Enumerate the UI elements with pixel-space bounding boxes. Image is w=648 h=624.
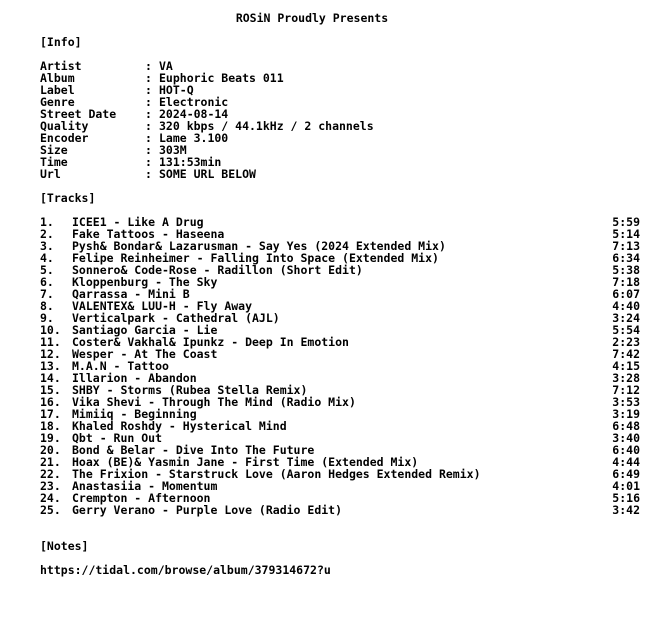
info-value: 2024-08-14 bbox=[159, 107, 229, 121]
info-separator: : bbox=[145, 107, 152, 121]
track-number: 15. bbox=[40, 383, 61, 397]
track-duration: 5:59 bbox=[612, 215, 640, 229]
track-number: 25. bbox=[40, 503, 61, 517]
track-row bbox=[40, 504, 640, 516]
track-title: Santiago Garcia - Lie bbox=[72, 323, 218, 337]
info-separator: : bbox=[145, 131, 152, 145]
info-value: 303M bbox=[159, 143, 187, 157]
info-value: HOT-Q bbox=[159, 83, 194, 97]
track-duration: 3:40 bbox=[612, 431, 640, 445]
track-duration: 4:15 bbox=[612, 359, 640, 373]
track-duration: 3:53 bbox=[612, 395, 640, 409]
info-separator: : bbox=[145, 83, 152, 97]
track-duration: 3:24 bbox=[612, 311, 640, 325]
info-value: Lame 3.100 bbox=[159, 131, 229, 145]
track-number: 18. bbox=[40, 419, 61, 433]
track-title: VALENTEX& LUU-H - Fly Away bbox=[72, 299, 253, 313]
info-row bbox=[40, 168, 600, 180]
info-key: Genre bbox=[40, 95, 75, 109]
track-title: Crempton - Afternoon bbox=[72, 491, 211, 505]
info-key: Encoder bbox=[40, 131, 89, 145]
track-duration: 2:23 bbox=[612, 335, 640, 349]
info-separator: : bbox=[145, 155, 152, 169]
track-duration: 6:49 bbox=[612, 467, 640, 481]
track-duration: 4:40 bbox=[612, 299, 640, 313]
track-number: 4. bbox=[40, 251, 54, 265]
track-duration: 6:40 bbox=[612, 443, 640, 457]
info-row bbox=[40, 72, 600, 84]
track-number: 8. bbox=[40, 299, 54, 313]
info-key: Url bbox=[40, 167, 61, 181]
notes-url[interactable]: https://tidal.com/browse/album/379314672?u bbox=[40, 563, 331, 577]
track-number: 20. bbox=[40, 443, 61, 457]
info-value: Electronic bbox=[159, 95, 229, 109]
track-title: Kloppenburg - The Sky bbox=[72, 275, 218, 289]
notes-heading: [Notes] bbox=[40, 539, 89, 553]
track-title: Vika Shevi - Through The Mind (Radio Mix) bbox=[72, 395, 356, 409]
info-separator: : bbox=[145, 59, 152, 73]
info-value: VA bbox=[159, 59, 173, 73]
track-number: 1. bbox=[40, 215, 54, 229]
info-row bbox=[40, 120, 600, 132]
track-duration: 5:54 bbox=[612, 323, 640, 337]
track-number: 3. bbox=[40, 239, 54, 253]
track-duration: 4:44 bbox=[612, 455, 640, 469]
track-title: Felipe Reinheimer - Falling Into Space (Extended Mix) bbox=[72, 251, 439, 265]
info-row bbox=[40, 84, 600, 96]
track-title: Qbt - Run Out bbox=[72, 431, 163, 445]
info-value: SOME URL BELOW bbox=[159, 167, 256, 181]
info-separator: : bbox=[145, 119, 152, 133]
track-duration: 7:13 bbox=[612, 239, 640, 253]
track-title: Anastasiia - Momentum bbox=[72, 479, 218, 493]
info-row bbox=[40, 144, 600, 156]
track-title: ICEE1 - Like A Drug bbox=[72, 215, 204, 229]
track-number: 24. bbox=[40, 491, 61, 505]
track-duration: 7:12 bbox=[612, 383, 640, 397]
track-title: The Frixion - Starstruck Love (Aaron Hedges Extended Remix) bbox=[72, 467, 481, 481]
track-number: 10. bbox=[40, 323, 61, 337]
track-title: Khaled Roshdy - Hysterical Mind bbox=[72, 419, 287, 433]
track-title: Qarrassa - Mini B bbox=[72, 287, 190, 301]
track-number: 17. bbox=[40, 407, 61, 421]
track-number: 23. bbox=[40, 479, 61, 493]
track-number: 9. bbox=[40, 311, 54, 325]
track-number: 13. bbox=[40, 359, 61, 373]
info-row bbox=[40, 156, 600, 168]
track-title: Mimiiq - Beginning bbox=[72, 407, 197, 421]
track-title: Wesper - At The Coast bbox=[72, 347, 218, 361]
track-number: 16. bbox=[40, 395, 61, 409]
track-number: 5. bbox=[40, 263, 54, 277]
track-title: Gerry Verano - Purple Love (Radio Edit) bbox=[72, 503, 343, 517]
track-title: Verticalpark - Cathedral (AJL) bbox=[72, 311, 280, 325]
info-separator: : bbox=[145, 143, 152, 157]
track-duration: 5:38 bbox=[612, 263, 640, 277]
info-row bbox=[40, 96, 600, 108]
track-title: Bond & Belar - Dive Into The Future bbox=[72, 443, 315, 457]
info-key: Size bbox=[40, 143, 68, 157]
track-number: 19. bbox=[40, 431, 61, 445]
track-duration: 5:14 bbox=[612, 227, 640, 241]
info-separator: : bbox=[145, 167, 152, 181]
info-key: Time bbox=[40, 155, 68, 169]
track-duration: 7:42 bbox=[612, 347, 640, 361]
track-duration: 7:18 bbox=[612, 275, 640, 289]
info-row bbox=[40, 60, 600, 72]
info-heading: [Info] bbox=[40, 35, 82, 49]
track-duration: 6:34 bbox=[612, 251, 640, 265]
info-key: Street Date bbox=[40, 107, 117, 121]
page-title: ROSiN Proudly Presents bbox=[235, 11, 389, 25]
info-value: 320 kbps / 44.1kHz / 2 channels bbox=[159, 119, 374, 133]
tracks-heading: [Tracks] bbox=[40, 191, 96, 205]
track-duration: 5:16 bbox=[612, 491, 640, 505]
track-number: 2. bbox=[40, 227, 54, 241]
info-value: 131:53min bbox=[159, 155, 222, 169]
track-title: Fake Tattoos - Haseena bbox=[72, 227, 225, 241]
info-separator: : bbox=[145, 95, 152, 109]
track-number: 12. bbox=[40, 347, 61, 361]
track-title: Illarion - Abandon bbox=[72, 371, 197, 385]
info-key: Artist bbox=[40, 59, 82, 73]
track-number: 14. bbox=[40, 371, 61, 385]
track-title: M.A.N - Tattoo bbox=[72, 359, 169, 373]
track-duration: 6:07 bbox=[612, 287, 640, 301]
track-title: Pysh& Bondar& Lazarusman - Say Yes (2024 Extended Mix) bbox=[72, 239, 446, 253]
track-title: Coster& Vakhal& Ipunkz - Deep In Emotion bbox=[72, 335, 349, 349]
info-key: Quality bbox=[40, 119, 89, 133]
track-number: 6. bbox=[40, 275, 54, 289]
track-number: 22. bbox=[40, 467, 61, 481]
track-title: Sonnero& Code-Rose - Radillon (Short Edit) bbox=[72, 263, 363, 277]
info-key: Label bbox=[40, 83, 75, 97]
track-duration: 3:19 bbox=[612, 407, 640, 421]
track-title: SHBY - Storms (Rubea Stella Remix) bbox=[72, 383, 308, 397]
info-value: Euphoric Beats 011 bbox=[159, 71, 284, 85]
track-duration: 3:42 bbox=[612, 503, 640, 517]
track-number: 21. bbox=[40, 455, 61, 469]
track-duration: 4:01 bbox=[612, 479, 640, 493]
track-number: 11. bbox=[40, 335, 61, 349]
track-title: Hoax (BE)& Yasmin Jane - First Time (Extended Mix) bbox=[72, 455, 419, 469]
track-number: 7. bbox=[40, 287, 54, 301]
track-duration: 3:28 bbox=[612, 371, 640, 385]
info-separator: : bbox=[145, 71, 152, 85]
info-row bbox=[40, 132, 600, 144]
info-key: Album bbox=[40, 71, 75, 85]
track-duration: 6:48 bbox=[612, 419, 640, 433]
